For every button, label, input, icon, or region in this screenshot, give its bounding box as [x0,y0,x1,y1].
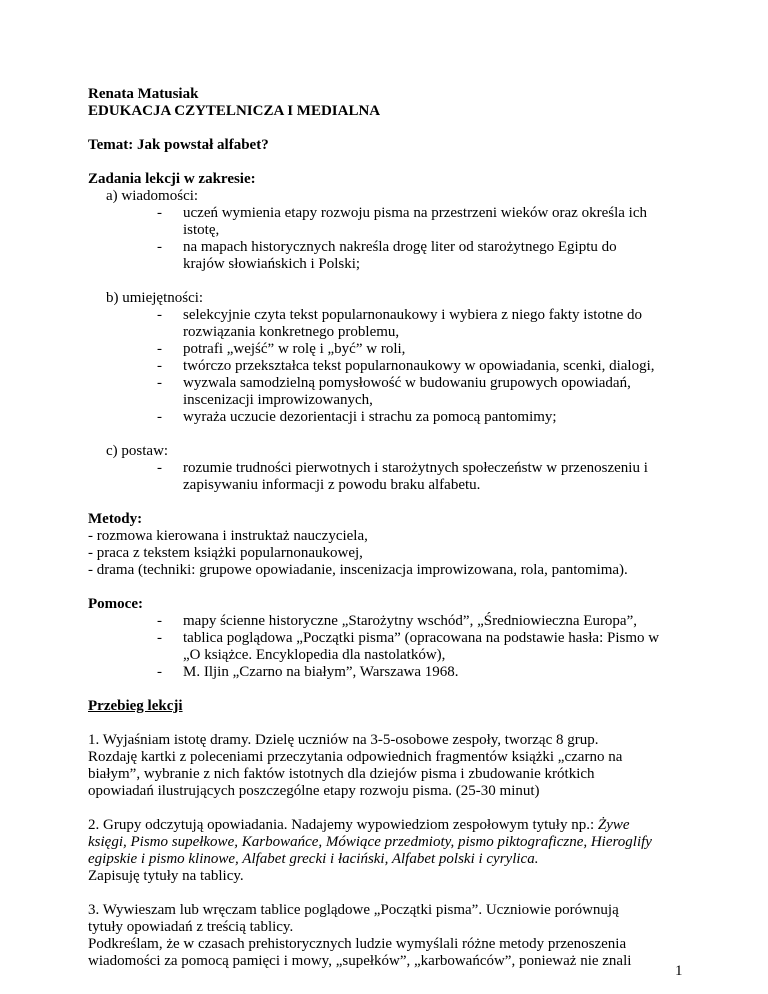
paragraph-line: Rozdaję kartki z poleceniami przeczytania odpowiednich fragmentów książki „czarno na [88,749,623,765]
paragraph-line: księgi, Pismo supełkowe, Karbowańce, Mówiące przedmioty, pismo piktograficzne, Hieroglify [88,834,652,850]
list-dash: - [157,239,162,255]
list-dash: - [157,613,162,629]
list-dash: - [157,307,162,323]
aid-item: mapy ścienne historyczne „Starożytny wschód”, „Średniowieczna Europa”, [183,613,637,629]
list-dash: - [157,375,162,391]
aid-item: tablica poglądowa „Początki pisma” (opracowana na podstawie hasła: Pismo w [183,630,660,646]
paragraph-line: Podkreślam, że w czasach prehistorycznych ludzie wymyślali różne metody przenoszenia [88,936,627,952]
paragraph-line: egipskie i pismo klinowe, Alfabet grecki i łaciński, Alfabet polski i cyrylica. [88,851,539,867]
paragraph-line: wiadomości za pomocą pamięci i mowy, „supełków”, „karbowańców”, ponieważ nie znali [88,953,632,969]
list-item-cont: zapisywaniu informacji z powodu braku alfabetu. [183,477,481,493]
list-item: wyraża uczucie dezorientacji i strachu za pomocą pantomimy; [183,409,557,425]
aids-heading: Pomoce: [88,596,143,612]
paragraph-line: opowiadań ilustrujących poszczególne etapy rozwoju pisma. (25-30 minut) [88,783,540,799]
p2-italic-title: Żywe [597,817,630,833]
subject-title: EDUKACJA CZYTELNICZA I MEDIALNA [88,103,381,119]
list-dash: - [157,409,162,425]
list-dash: - [157,341,162,357]
lesson-topic: Temat: Jak powstał alfabet? [88,137,269,153]
tasks-b-label: b) umiejętności: [106,290,204,306]
list-item: rozumie trudności pierwotnych i starożytnych społeczeństw w przenoszeniu i [183,460,648,476]
list-item: selekcyjnie czyta tekst popularnonaukowy i wybiera z niego fakty istotne do [183,307,643,323]
list-dash: - [157,205,162,221]
list-dash: - [157,358,162,374]
tasks-a-label: a) wiadomości: [106,188,199,204]
page-number: 1 [675,963,683,979]
p2-text: 2. Grupy odczytują opowiadania. Nadajemy wypowiedziom zespołowym tytuły np.: [88,817,598,833]
course-heading: Przebieg lekcji [88,698,183,714]
list-dash: - [157,664,162,680]
aid-item-cont: „O książce. Encyklopedia dla nastolatków), [183,647,446,663]
method-item: - rozmowa kierowana i instruktaż nauczyciela, [88,528,368,544]
paragraph-line [88,817,630,834]
paragraph-line: Zapisuję tytuły na tablicy. [88,868,244,884]
list-dash: - [157,630,162,646]
list-item: uczeń wymienia etapy rozwoju pisma na przestrzeni wieków oraz określa ich [183,205,647,221]
aid-item: M. Iljin „Czarno na białym”, Warszawa 1968. [183,664,459,680]
paragraph-line: 3. Wywieszam lub wręczam tablice poglądowe „Początki pisma”. Uczniowie porównują [88,902,619,918]
paragraph-line: białym”, wybranie z nich faktów istotnych dla dziejów pisma i zbudowanie krótkich [88,766,595,782]
list-item: na mapach historycznych nakreśla drogę liter od starożytnego Egiptu do [183,239,617,255]
list-item-cont: rozwiązania konkretnego problemu, [183,324,400,340]
method-item: - praca z tekstem książki popularnonaukowej, [88,545,363,561]
tasks-heading: Zadania lekcji w zakresie: [88,171,256,187]
paragraph-line: 1. Wyjaśniam istotę dramy. Dzielę uczniów na 3-5-osobowe zespoły, tworząc 8 grup. [88,732,599,748]
list-item-cont: inscenizacji improwizowanych, [183,392,373,408]
list-item-cont: krajów słowiańskich i Polski; [183,256,361,272]
paragraph-line: tytuły opowiadań z treścią tablicy. [88,919,294,935]
methods-heading: Metody: [88,511,143,527]
list-item: twórczo przekształca tekst popularnonaukowy w opowiadania, scenki, dialogi, [183,358,655,374]
list-item-cont: istotę, [183,222,220,238]
list-item: wyzwala samodzielną pomysłowość w budowaniu grupowych opowiadań, [183,375,631,391]
author-name: Renata Matusiak [88,86,199,102]
tasks-c-label: c) postaw: [106,443,169,459]
list-dash: - [157,460,162,476]
list-item: potrafi „wejść” w rolę i „być” w roli, [183,341,406,357]
method-item: - drama (techniki: grupowe opowiadanie, inscenizacja improwizowana, rola, pantomima). [88,562,628,578]
